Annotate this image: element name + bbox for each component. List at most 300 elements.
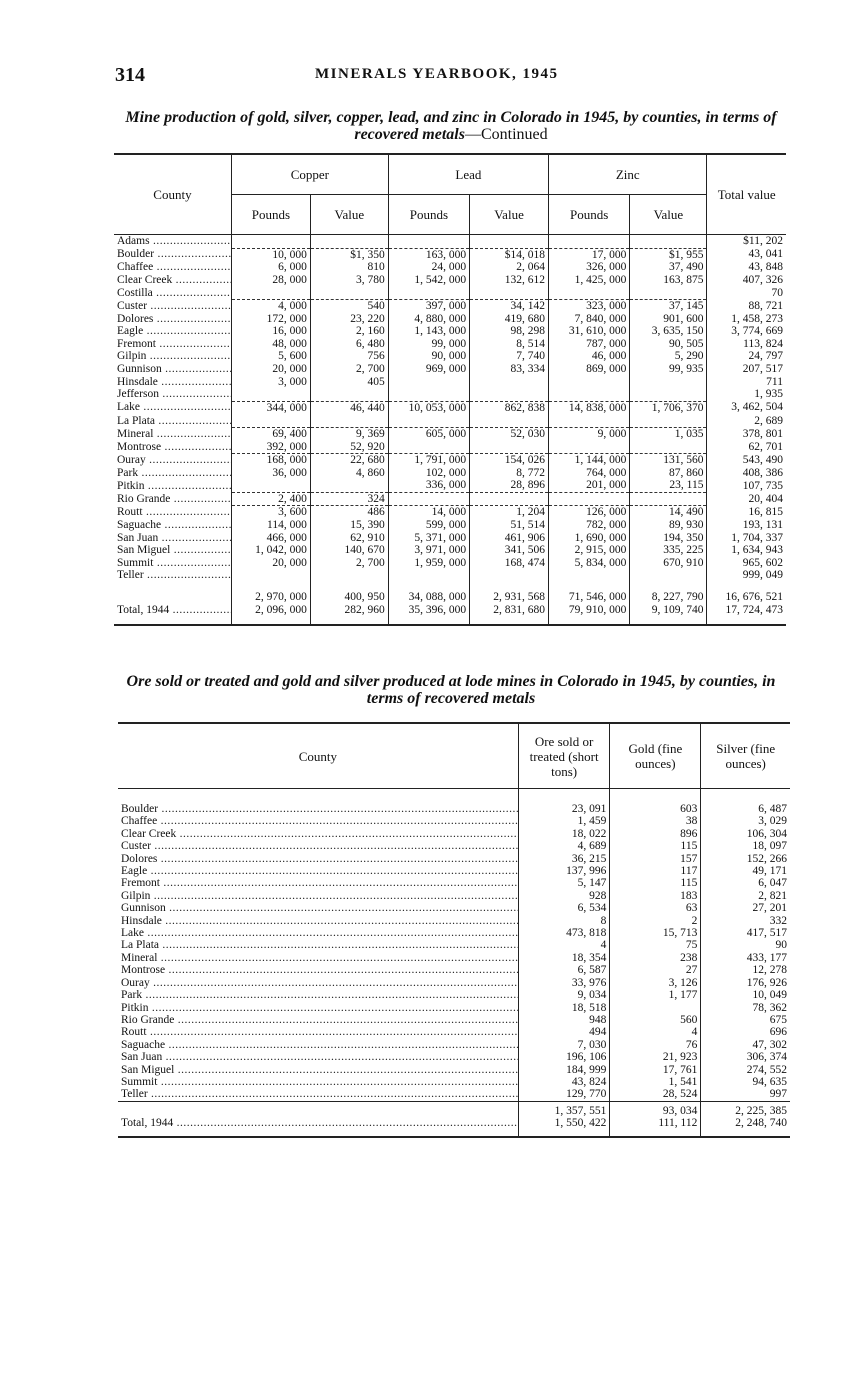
table-row (114, 235, 786, 249)
cell-silver: 417, 517 (701, 927, 790, 939)
cell-lead-pounds: 90, 000 (388, 350, 469, 363)
cell-lead-pounds: 102, 000 (388, 467, 469, 480)
cell-total-value: 407, 326 (707, 274, 786, 287)
cell-county: Saguache ..... (114, 519, 231, 532)
cell-total-value: 3, 774, 669 (707, 325, 786, 338)
cell-county: Fremont ..... (118, 877, 518, 889)
cell-county: Adams ..... (114, 235, 231, 249)
cell-total-value: 16, 676, 521 (707, 582, 786, 604)
cell-zinc-pounds (549, 441, 630, 454)
cell-county: Park ..... (114, 467, 231, 480)
cell-county: Summit ..... (114, 557, 231, 570)
col-silver: Silver (fine ounces) (701, 723, 790, 789)
cell-ore: 473, 818 (518, 927, 610, 939)
running-title: MINERALS YEARBOOK, 1945 (315, 66, 559, 82)
cell-county: Pitkin ..... (118, 1002, 518, 1014)
cell-lead-pounds: 35, 396, 000 (388, 604, 469, 626)
cell-lead-pounds: 5, 371, 000 (388, 532, 469, 545)
table-row (118, 989, 790, 1001)
cell-lead-value: 52, 030 (470, 427, 549, 440)
table-row (118, 865, 790, 877)
cell-copper-pounds: 16, 000 (231, 325, 310, 338)
cell-total-value: $11, 202 (707, 235, 786, 249)
cell-total-value: 43, 848 (707, 261, 786, 274)
cell-silver: 274, 552 (701, 1064, 790, 1076)
cell-county: Gunnison ..... (114, 363, 231, 376)
cell-lead-pounds: 1, 542, 000 (388, 274, 469, 287)
cell-total-value: 16, 815 (707, 506, 786, 519)
cell-county: La Plata ..... (114, 414, 231, 427)
table-row (114, 261, 786, 274)
cell-lead-value (470, 286, 549, 299)
cell-county: Rio Grande ..... (114, 492, 231, 506)
cell-ore: 1, 459 (518, 815, 610, 827)
copper-lead-zinc-table (114, 153, 786, 626)
cell-total-value: 999, 049 (707, 569, 786, 582)
cell-lead-value: 132, 612 (470, 274, 549, 287)
cell-silver: 997 (701, 1088, 790, 1101)
cell-lead-pounds (388, 286, 469, 299)
cell-county: Saguache ..... (118, 1039, 518, 1051)
cell-copper-value (310, 235, 388, 249)
cell-copper-pounds: 3, 600 (231, 506, 310, 519)
cell-ore: 5, 147 (518, 877, 610, 889)
cell-total-value: 408, 386 (707, 467, 786, 480)
cell-zinc-pounds: 14, 838, 000 (549, 401, 630, 414)
table-row (118, 939, 790, 951)
cell-county: Mineral ..... (118, 952, 518, 964)
cell-copper-pounds (231, 569, 310, 582)
cell-copper-pounds (231, 479, 310, 492)
cell-county: Jefferson ..... (114, 388, 231, 401)
cell-zinc-pounds: 9, 000 (549, 427, 630, 440)
cell-copper-value: 405 (310, 376, 388, 389)
cell-copper-value: 140, 670 (310, 544, 388, 557)
cell-copper-value: 52, 920 (310, 441, 388, 454)
cell-total-value: 107, 735 (707, 479, 786, 492)
cell-county: La Plata ..... (118, 939, 518, 951)
cell-ore: 43, 824 (518, 1076, 610, 1088)
cell-lead-value: 461, 906 (470, 532, 549, 545)
cell-copper-pounds: 4, 000 (231, 299, 310, 312)
cell-silver: 2, 225, 385 (701, 1101, 790, 1117)
cell-zinc-value: 1, 706, 370 (630, 401, 707, 414)
cell-copper-pounds: 2, 400 (231, 492, 310, 506)
cell-copper-value: 22, 680 (310, 454, 388, 467)
cell-ore: 36, 215 (518, 853, 610, 865)
table-row (114, 286, 786, 299)
cell-lead-value: 2, 931, 568 (470, 582, 549, 604)
cell-gold: 603 (610, 789, 701, 816)
cell-copper-pounds (231, 286, 310, 299)
cell-copper-pounds: 344, 000 (231, 401, 310, 414)
cell-copper-value: $1, 350 (310, 248, 388, 261)
table-row (118, 1088, 790, 1101)
cell-copper-value: 6, 480 (310, 338, 388, 351)
cell-total-value: 543, 490 (707, 454, 786, 467)
cell-zinc-value: 131, 560 (630, 454, 707, 467)
table-row (118, 877, 790, 889)
cell-county: Gunnison ..... (118, 902, 518, 914)
total-1944-row (114, 604, 786, 626)
cell-gold: 115 (610, 877, 701, 889)
cell-lead-value (470, 569, 549, 582)
cell-zinc-value: 9, 109, 740 (630, 604, 707, 626)
cell-lead-pounds (388, 235, 469, 249)
cell-zinc-value: 87, 860 (630, 467, 707, 480)
cell-ore: 18, 518 (518, 1002, 610, 1014)
cell-zinc-pounds: 787, 000 (549, 338, 630, 351)
cell-zinc-pounds: 764, 000 (549, 467, 630, 480)
cell-county: Custer ..... (118, 840, 518, 852)
table-row (114, 492, 786, 506)
table1-caption (110, 109, 792, 143)
cell-total-value: 1, 458, 273 (707, 313, 786, 326)
cell-silver: 12, 278 (701, 964, 790, 976)
cell-county: Ouray ..... (114, 454, 231, 467)
cell-lead-pounds (388, 388, 469, 401)
cell-gold: 1, 541 (610, 1076, 701, 1088)
cell-ore: 1, 357, 551 (518, 1101, 610, 1117)
cell-copper-pounds: 20, 000 (231, 557, 310, 570)
cell-zinc-pounds: 79, 910, 000 (549, 604, 630, 626)
cell-zinc-value: 163, 875 (630, 274, 707, 287)
cell-lead-pounds: 599, 000 (388, 519, 469, 532)
cell-zinc-pounds (549, 569, 630, 582)
cell-lead-pounds (388, 376, 469, 389)
cell-gold: 157 (610, 853, 701, 865)
cell-zinc-pounds: 1, 690, 000 (549, 532, 630, 545)
table-row (118, 890, 790, 902)
cell-zinc-pounds: 7, 840, 000 (549, 313, 630, 326)
cell-ore: 23, 091 (518, 789, 610, 816)
cell-gold: 183 (610, 890, 701, 902)
cell-county: Pitkin ..... (114, 479, 231, 492)
cell-copper-value (310, 479, 388, 492)
cell-zinc-value: 1, 035 (630, 427, 707, 440)
cell-lead-value: 419, 680 (470, 313, 549, 326)
cell-county: Teller ..... (118, 1088, 518, 1101)
cell-ore: 33, 976 (518, 977, 610, 989)
cell-silver: 332 (701, 915, 790, 927)
cell-copper-value: 486 (310, 506, 388, 519)
table-row (118, 1002, 790, 1014)
cell-lead-value: 168, 474 (470, 557, 549, 570)
cell-copper-pounds: 48, 000 (231, 338, 310, 351)
cell-county (118, 1101, 518, 1117)
table-row (118, 1039, 790, 1051)
cell-lead-value: 862, 838 (470, 401, 549, 414)
cell-lead-pounds: 10, 053, 000 (388, 401, 469, 414)
cell-zinc-pounds: 46, 000 (549, 350, 630, 363)
cell-total-value: 70 (707, 286, 786, 299)
cell-lead-value: $14, 018 (470, 248, 549, 261)
cell-zinc-pounds: 71, 546, 000 (549, 582, 630, 604)
cell-lead-value: 51, 514 (470, 519, 549, 532)
table-row (114, 388, 786, 401)
cell-total-value: 1, 704, 337 (707, 532, 786, 545)
cell-gold: 117 (610, 865, 701, 877)
cell-copper-pounds: 36, 000 (231, 467, 310, 480)
cell-county (114, 582, 231, 604)
cell-total-value: 1, 634, 943 (707, 544, 786, 557)
cell-zinc-pounds: 17, 000 (549, 248, 630, 261)
cell-county: Hinsdale ..... (118, 915, 518, 927)
table-row (118, 853, 790, 865)
cell-copper-value: 756 (310, 350, 388, 363)
col-ore: Ore sold or treated (short tons) (518, 723, 610, 789)
cell-ore: 4 (518, 939, 610, 951)
cell-ore: 9, 034 (518, 989, 610, 1001)
cell-zinc-value: 99, 935 (630, 363, 707, 376)
cell-zinc-value: 335, 225 (630, 544, 707, 557)
cell-silver: 2, 821 (701, 890, 790, 902)
cell-lead-value: 34, 142 (470, 299, 549, 312)
cell-lead-pounds: 3, 971, 000 (388, 544, 469, 557)
cell-county: Ouray ..... (118, 977, 518, 989)
cell-county: Lake ..... (114, 401, 231, 414)
col-copper-pounds: Pounds (231, 195, 310, 235)
cell-total-value: 193, 131 (707, 519, 786, 532)
cell-total-value: 378, 801 (707, 427, 786, 440)
cell-county: Lake ..... (118, 927, 518, 939)
cell-total-value: 2, 689 (707, 414, 786, 427)
cell-silver: 10, 049 (701, 989, 790, 1001)
cell-copper-pounds: 28, 000 (231, 274, 310, 287)
cell-copper-value: 2, 700 (310, 557, 388, 570)
table-row (118, 1076, 790, 1088)
table-row (118, 840, 790, 852)
table-row (114, 544, 786, 557)
cell-copper-value (310, 569, 388, 582)
cell-lead-pounds: 1, 791, 000 (388, 454, 469, 467)
cell-copper-pounds: 168, 000 (231, 454, 310, 467)
cell-copper-pounds: 466, 000 (231, 532, 310, 545)
table-row (114, 441, 786, 454)
cell-gold: 4 (610, 1026, 701, 1038)
cell-zinc-pounds: 5, 834, 000 (549, 557, 630, 570)
cell-total-value: 1, 935 (707, 388, 786, 401)
cell-lead-value: 341, 506 (470, 544, 549, 557)
cell-lead-pounds: 605, 000 (388, 427, 469, 440)
cell-ore: 129, 770 (518, 1088, 610, 1101)
cell-copper-pounds (231, 414, 310, 427)
cell-total-value: 43, 041 (707, 248, 786, 261)
col-zinc-pounds: Pounds (549, 195, 630, 235)
cell-ore: 137, 996 (518, 865, 610, 877)
cell-silver: 176, 926 (701, 977, 790, 989)
cell-zinc-value: 90, 505 (630, 338, 707, 351)
cell-copper-pounds: 114, 000 (231, 519, 310, 532)
table-row (118, 1051, 790, 1063)
cell-copper-pounds: 2, 970, 000 (231, 582, 310, 604)
cell-lead-value (470, 414, 549, 427)
cell-ore: 18, 022 (518, 828, 610, 840)
table-row (114, 467, 786, 480)
cell-zinc-value: 670, 910 (630, 557, 707, 570)
page-number: 314 (115, 64, 145, 86)
cell-lead-pounds (388, 441, 469, 454)
cell-gold: 238 (610, 952, 701, 964)
table-row (118, 1014, 790, 1026)
cell-ore: 8 (518, 915, 610, 927)
cell-copper-value: 4, 860 (310, 467, 388, 480)
table-row (118, 927, 790, 939)
cell-copper-value (310, 414, 388, 427)
cell-copper-value: 62, 910 (310, 532, 388, 545)
table2-caption: Ore sold or treated and gold and silver produced at lode mines in Colorado in 1945, by counties, in terms of recovered metals (126, 673, 776, 707)
cell-county: San Miguel ..... (114, 544, 231, 557)
cell-zinc-pounds: 126, 000 (549, 506, 630, 519)
cell-county: Total, 1944 ..... (114, 604, 231, 626)
cell-zinc-value (630, 441, 707, 454)
total-1944-row (118, 1117, 790, 1136)
col-gold: Gold (fine ounces) (610, 723, 701, 789)
cell-copper-value: 3, 780 (310, 274, 388, 287)
cell-county: Summit ..... (118, 1076, 518, 1088)
cell-county: Rio Grande ..... (118, 1014, 518, 1026)
cell-zinc-value (630, 235, 707, 249)
table-row (114, 479, 786, 492)
cell-zinc-value (630, 376, 707, 389)
cell-lead-pounds: 1, 143, 000 (388, 325, 469, 338)
table-row (114, 569, 786, 582)
cell-zinc-value: 37, 145 (630, 299, 707, 312)
cell-total-value: 20, 404 (707, 492, 786, 506)
cell-gold: 896 (610, 828, 701, 840)
col-county: County (114, 154, 231, 235)
cell-total-value: 17, 724, 473 (707, 604, 786, 626)
table-row (114, 557, 786, 570)
cell-zinc-pounds (549, 376, 630, 389)
table-row (118, 964, 790, 976)
cell-county: San Miguel ..... (118, 1064, 518, 1076)
cell-copper-value: 46, 440 (310, 401, 388, 414)
cell-zinc-value (630, 414, 707, 427)
cell-gold: 1, 177 (610, 989, 701, 1001)
col-lead-value: Value (470, 195, 549, 235)
table-row (114, 454, 786, 467)
cell-copper-value: 282, 960 (310, 604, 388, 626)
cell-gold: 15, 713 (610, 927, 701, 939)
col-group-copper: Copper (231, 154, 388, 195)
col-group-zinc: Zinc (549, 154, 707, 195)
cell-county: Clear Creek ..... (118, 828, 518, 840)
cell-copper-pounds: 6, 000 (231, 261, 310, 274)
cell-county: Gilpin ..... (114, 350, 231, 363)
cell-zinc-pounds: 2, 915, 000 (549, 544, 630, 557)
cell-copper-pounds: 5, 600 (231, 350, 310, 363)
cell-ore: 6, 587 (518, 964, 610, 976)
cell-lead-pounds: 1, 959, 000 (388, 557, 469, 570)
cell-county: Park ..... (118, 989, 518, 1001)
cell-zinc-pounds: 326, 000 (549, 261, 630, 274)
cell-gold: 115 (610, 840, 701, 852)
cell-lead-value (470, 492, 549, 506)
cell-copper-pounds: 10, 000 (231, 248, 310, 261)
cell-lead-value: 1, 204 (470, 506, 549, 519)
cell-copper-value: 324 (310, 492, 388, 506)
cell-copper-value: 2, 160 (310, 325, 388, 338)
table-row (118, 952, 790, 964)
cell-zinc-value: 194, 350 (630, 532, 707, 545)
cell-county: Montrose ..... (118, 964, 518, 976)
cell-gold: 63 (610, 902, 701, 914)
table1-caption-continued: —Continued (464, 126, 548, 143)
cell-copper-value: 15, 390 (310, 519, 388, 532)
table-row (114, 299, 786, 312)
cell-zinc-value (630, 492, 707, 506)
table-row (114, 506, 786, 519)
cell-lead-value (470, 235, 549, 249)
cell-zinc-value: 14, 490 (630, 506, 707, 519)
cell-lead-pounds (388, 569, 469, 582)
cell-county: Dolores ..... (118, 853, 518, 865)
col-county: County (118, 723, 518, 789)
cell-gold: 21, 923 (610, 1051, 701, 1063)
cell-county: Costilla ..... (114, 286, 231, 299)
cell-zinc-pounds (549, 286, 630, 299)
cell-lead-value (470, 376, 549, 389)
cell-zinc-value: 901, 600 (630, 313, 707, 326)
cell-silver: 433, 177 (701, 952, 790, 964)
cell-zinc-pounds (549, 414, 630, 427)
cell-zinc-value: $1, 955 (630, 248, 707, 261)
table-row (118, 789, 790, 816)
cell-lead-pounds: 99, 000 (388, 338, 469, 351)
cell-gold: 38 (610, 815, 701, 827)
cell-zinc-value: 8, 227, 790 (630, 582, 707, 604)
cell-total-value: 965, 602 (707, 557, 786, 570)
cell-lead-pounds: 24, 000 (388, 261, 469, 274)
cell-copper-value: 2, 700 (310, 363, 388, 376)
cell-total-value: 88, 721 (707, 299, 786, 312)
cell-silver: 152, 266 (701, 853, 790, 865)
cell-county: Boulder ..... (118, 789, 518, 816)
cell-lead-value: 2, 064 (470, 261, 549, 274)
cell-silver: 49, 171 (701, 865, 790, 877)
cell-silver: 6, 047 (701, 877, 790, 889)
cell-zinc-pounds: 1, 144, 000 (549, 454, 630, 467)
cell-gold: 28, 524 (610, 1088, 701, 1101)
cell-copper-pounds (231, 388, 310, 401)
cell-ore: 6, 534 (518, 902, 610, 914)
cell-county: Total, 1944 ..... (118, 1117, 518, 1136)
col-lead-pounds: Pounds (388, 195, 469, 235)
cell-total-value: 3, 462, 504 (707, 401, 786, 414)
cell-gold: 3, 126 (610, 977, 701, 989)
cell-county: Clear Creek ..... (114, 274, 231, 287)
cell-gold: 76 (610, 1039, 701, 1051)
cell-copper-value (310, 388, 388, 401)
table-row (118, 1026, 790, 1038)
cell-silver: 675 (701, 1014, 790, 1026)
cell-gold: 93, 034 (610, 1101, 701, 1117)
cell-zinc-value (630, 388, 707, 401)
cell-zinc-value: 5, 290 (630, 350, 707, 363)
cell-lead-pounds (388, 414, 469, 427)
table-row (114, 248, 786, 261)
cell-county: Eagle ..... (114, 325, 231, 338)
cell-silver: 106, 304 (701, 828, 790, 840)
cell-copper-pounds: 3, 000 (231, 376, 310, 389)
cell-silver: 90 (701, 939, 790, 951)
table1-caption-italic: Mine production of gold, silver, copper, lead, and zinc in Colorado in 1945, by counties, in terms of recovered metals (125, 109, 777, 143)
table-row (118, 815, 790, 827)
cell-zinc-pounds: 1, 425, 000 (549, 274, 630, 287)
cell-total-value: 24, 797 (707, 350, 786, 363)
cell-gold (610, 1002, 701, 1014)
